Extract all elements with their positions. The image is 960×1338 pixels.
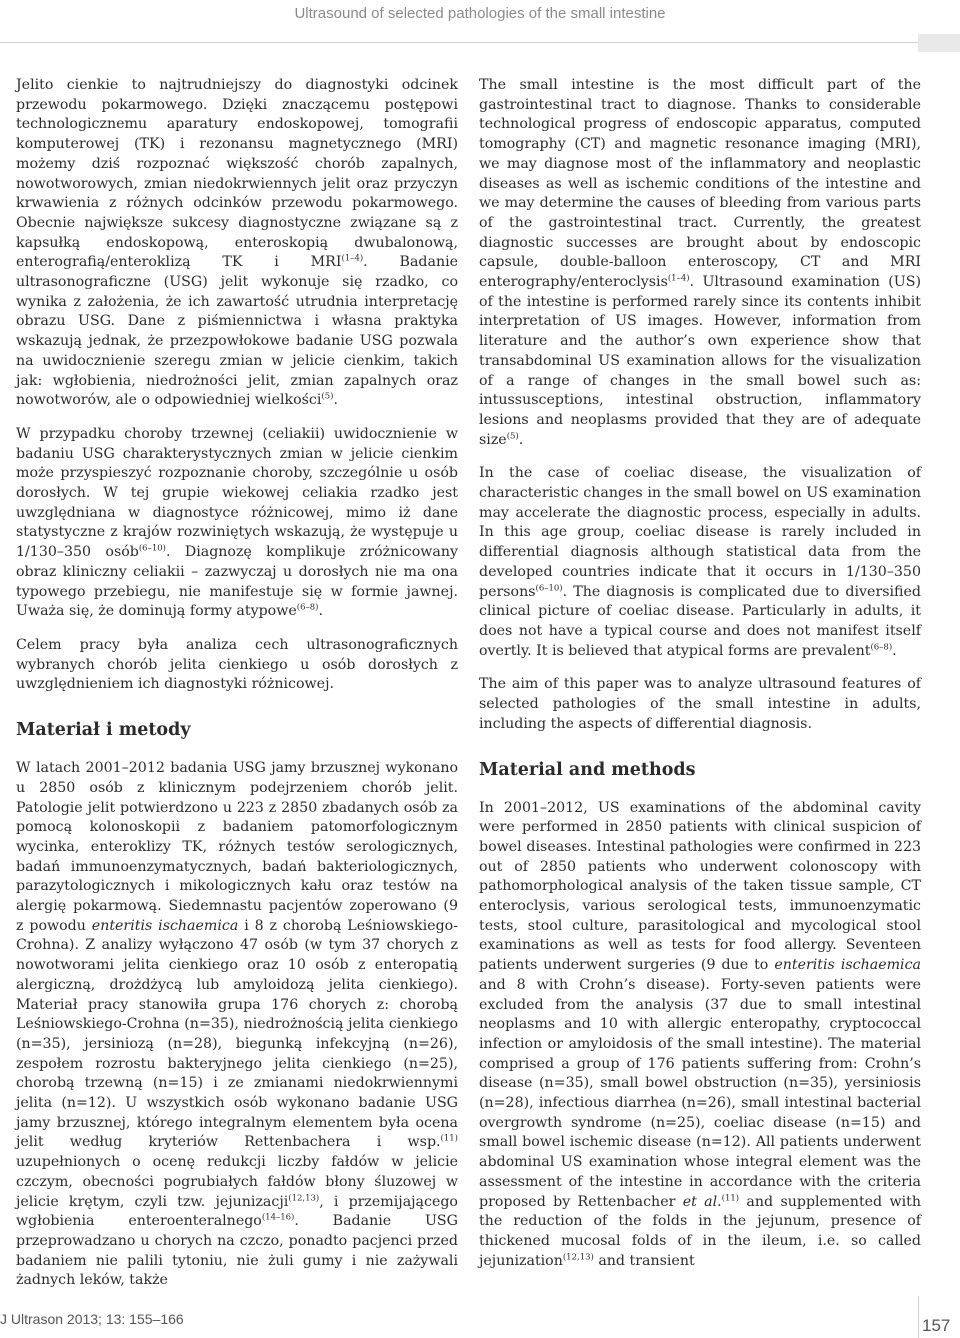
page-number: 157: [922, 1316, 951, 1335]
journal-citation: J Ultrason 2013; 13: 155–166: [0, 1311, 184, 1327]
en-section-heading: Material and methods: [479, 759, 696, 780]
citation: (11): [440, 1133, 458, 1144]
citation: (1–4): [341, 253, 364, 264]
pl-paragraph-aim: Celem pracy była analiza cech ultrasonograficznych wybranych chorób jelita cienkiego u osób dorosłych z uwzględnieniem ich diagnostyki różnicowej.: [16, 636, 458, 693]
english-column: [479, 76, 921, 1285]
citation: (5): [321, 391, 334, 402]
pl-paragraph-methods: W latach 2001–2012 badania USG jamy brzusznej wykonano u 2850 osób z klinicznym podejrzeniem chorób jelit. Patologie jelit potwierdzono u 223 z 2850 zbadanych osób za pomocą kolonoskopii z badaniem patomorfologicznym wycinka, enteroklizy TK, różnych testów serologicznych, badań immunoenzymatycznych, badań bakteriologicznych, parazytologicznych i mikologicznych kału oraz testów na alergię pokarmową. Siedemnastu pacjentów zoperowano (9 z powodu enteritis ischaemica i 8 z chorobą Leśniowskiego-Crohna). Z analizy wyłączono 47 osób (w tym 37 chorych z nowotworami jelita cienkiego oraz 10 osób z enteropatią alergiczną, drożdżycą lub amyloidozą jelita cienkiego). Materiał pracy stanowiła grupa 176 chorych z: chorobą Leśniowskiego-Crohna (n=35), niedrożnością jelita cienkiego (n=35), jersiniozą (n=28), biegunką infekcyjną (n=26), zespołem rozrostu bakteryjnego jelita cienkiego (n=25), chorobą trzewną (n=15) i ze zmianami niedokrwiennymi jelita (n=12). U wszystkich osób wykonano badanie USG jamy brzusznej, którego integralnym elementem była ocena jelit według kryteriów Rettenbachera i wsp.$^{(11)}$ uzupełnionych o ocenę redukcji liczby fałdów w jelicie czczym, obecności pogrubiałych fałdów błony śluzowej w jelicie krętym, czyli tzw. jejunizacji$^{(12,13)}$, i przemijającego wgłobienia enteroenteralnego$^{(14-16)}$. Badanie USG przeprowadzano u chorych na czczo, ponadto pacjenci przed badaniem nie palili tytoniu, nie żuli gumy i nie zażywali żadnych leków, także: [16, 760, 458, 1289]
pl-section-heading: Materiał i metody: [16, 720, 191, 741]
pl-paragraph-celiac: W przypadku choroby trzewnej (celiakii) uwidocznienie w badaniu USG charakterystycznych zmian w jelicie cienkim może przyspieszyć rozpoznanie choroby, szczególnie u osób dorosłych. W tej grupie wiekowej celiakia rzadko jest uwzględniana w diagnostyce różnicowej, mimo iż dane statystyczne z krajów rozwiniętych wskazują, że występuje u 1/130–350 osób$^{(6-10)}$. Diagnozę komplikuje zróżnicowany obraz kliniczny celiakii – zazwyczaj u dorosłych nie ma ona typowego przebiegu, nie manifestuje się w formie jawnej. Uważa się, że dominują formy atypowe$^{(6-8)}$.: [16, 425, 458, 620]
footer-divider: [918, 1296, 919, 1338]
running-header-title: Ultrasound of selected pathologies of the small intestine: [294, 5, 666, 22]
running-header: [0, 0, 960, 42]
pl-paragraph-intro: Jelito cienkie to najtrudniejszy do diagnostyki odcinek przewodu pokarmowego. Dzięki znaczącemu postępowi technologicznemu aparatury endoskopowej, tomografii komputerowej (TK) i rezonansu magnetycznego (MRI) możemy dziś rozpoznać większość chorób zapalnych, nowotworowych, zmian niedokrwiennych jelit oraz przyczyn krwawienia z różnych odcinków przewodu pokarmowego. Obecnie największe sukcesy diagnostyczne związane są z kapsułką endoskopową, enteroskopią dwubalonową, enterografią/enteroklizą TK i MRI$^{(1-4)}$. Badanie ultrasonograficzne (USG) jelit wykonuje się rzadko, co wynika z założenia, że ich zawartość utrudnia interpretację obrazu USG. Dane z piśmiennictwa i własna praktyka wskazują jednak, że przezpowłokowe badanie USG pozwala na uwidocznienie szeregu zmian w jelicie cienkim, takich jak: wgłobienia, niedrożności jelit, zmian zapalnych oraz nowotworów, ale o odpowiedniej wielkości$^{(5)}$.: [16, 77, 459, 409]
citation: (6–10): [138, 543, 166, 554]
citation: (11): [721, 1192, 740, 1203]
citation: (12,13): [562, 1251, 594, 1262]
citation: (14–16): [261, 1212, 295, 1223]
en-paragraph-intro: The small intestine is the most difficult part of the gastrointestinal tract to diagnose. Thanks to considerable technological progress of endoscopic apparatus, computed tomography (CT) and magnetic resonance imaging (MRI), we may diagnose most of the inflammatory and neoplastic diseases as well as ischemic conditions of the intestine and we may determine the causes of bleeding from various parts of the gastrointestinal tract. Currently, the greatest diagnostic successes are brought about by endoscopic capsule, double-balloon enteroscopy, CT and MRI enterography/enteroclysis$^{(1-4)}$. Ultrasound examination (US) of the intestine is performed rarely since its contents inhibit interpretation of US images. However, information from literature and the author’s own experience show that transabdominal US examination allows for the visualization of a range of changes in the small bowel such as: intussusceptions, intestinal obstruction, inflammatory lesions and neoplasms provided that they are of adequate size$^{(5)}$.: [479, 77, 921, 448]
polish-column: [16, 76, 458, 1305]
citation: (12,13): [288, 1192, 320, 1203]
header-tab-decoration: [918, 34, 960, 52]
header-divider: [0, 42, 918, 43]
citation: (6–10): [535, 582, 563, 593]
en-paragraph-methods: In 2001–2012, US examinations of the abdominal cavity were performed in 2850 patients with clinical suspicion of bowel diseases. Intestinal pathologies were confirmed in 223 out of 2850 patients who underwent colonoscopy with pathomorphological analysis of the taken tissue sample, CT enteroclysis, various serological tests, immunoenzymatic tests, stool culture, parasitological and mycological stool examinations as well as tests for food allergy. Seventeen patients underwent surgeries (9 due to enteritis ischaemica and 8 with Crohn’s disease). Forty-seven patients were excluded from the analysis (37 due to small intestinal neoplasms and 10 with allergic enteropathy, cryptococcal infection or amyloidosis of the small intestine). The material comprised a group of 176 patients suffering from: Crohn’s disease (n=35), small bowel obstruction (n=35), yersiniosis (n=28), infectious diarrhea (n=26), small intestinal bacterial overgrowth syndrome (n=25), coeliac disease (n=15) and small bowel ischemic disease (n=12). All patients underwent abdominal US examination whose integral element was the assessment of the intestine in accordance with the criteria proposed by Rettenbacher et al.$^{(11)}$ and supplemented with the reduction of the folds in the jejunum, presence of thickened mucosal folds of in the ileum, i.e. so called jejunization$^{(12,13)}$ and transient: [479, 799, 921, 1269]
citation: (1–4): [667, 273, 690, 284]
en-paragraph-aim: The aim of this paper was to analyze ultrasound features of selected pathologies of the small intestine in adults, including the aspects of differential diagnosis.: [479, 676, 921, 732]
en-paragraph-celiac: In the case of coeliac disease, the visualization of characteristic changes in the small bowel on US examination may accelerate the diagnostic process, especially in adults. In this age group, coeliac disease is rarely included in differential diagnosis although statistical data from the developed countries indicate that it occurs in 1/130–350 persons$^{(6-10)}$. The diagnosis is complicated due to diversified clinical picture of coeliac disease. Particularly in adults, it does not have a typical course and does not manifest itself overtly. It is believed that atypical forms are prevalent$^{(6-8)}$.: [479, 465, 921, 659]
citation: (6–8): [870, 641, 893, 652]
citation: (5): [506, 430, 519, 441]
citation: (6–8): [296, 602, 319, 613]
